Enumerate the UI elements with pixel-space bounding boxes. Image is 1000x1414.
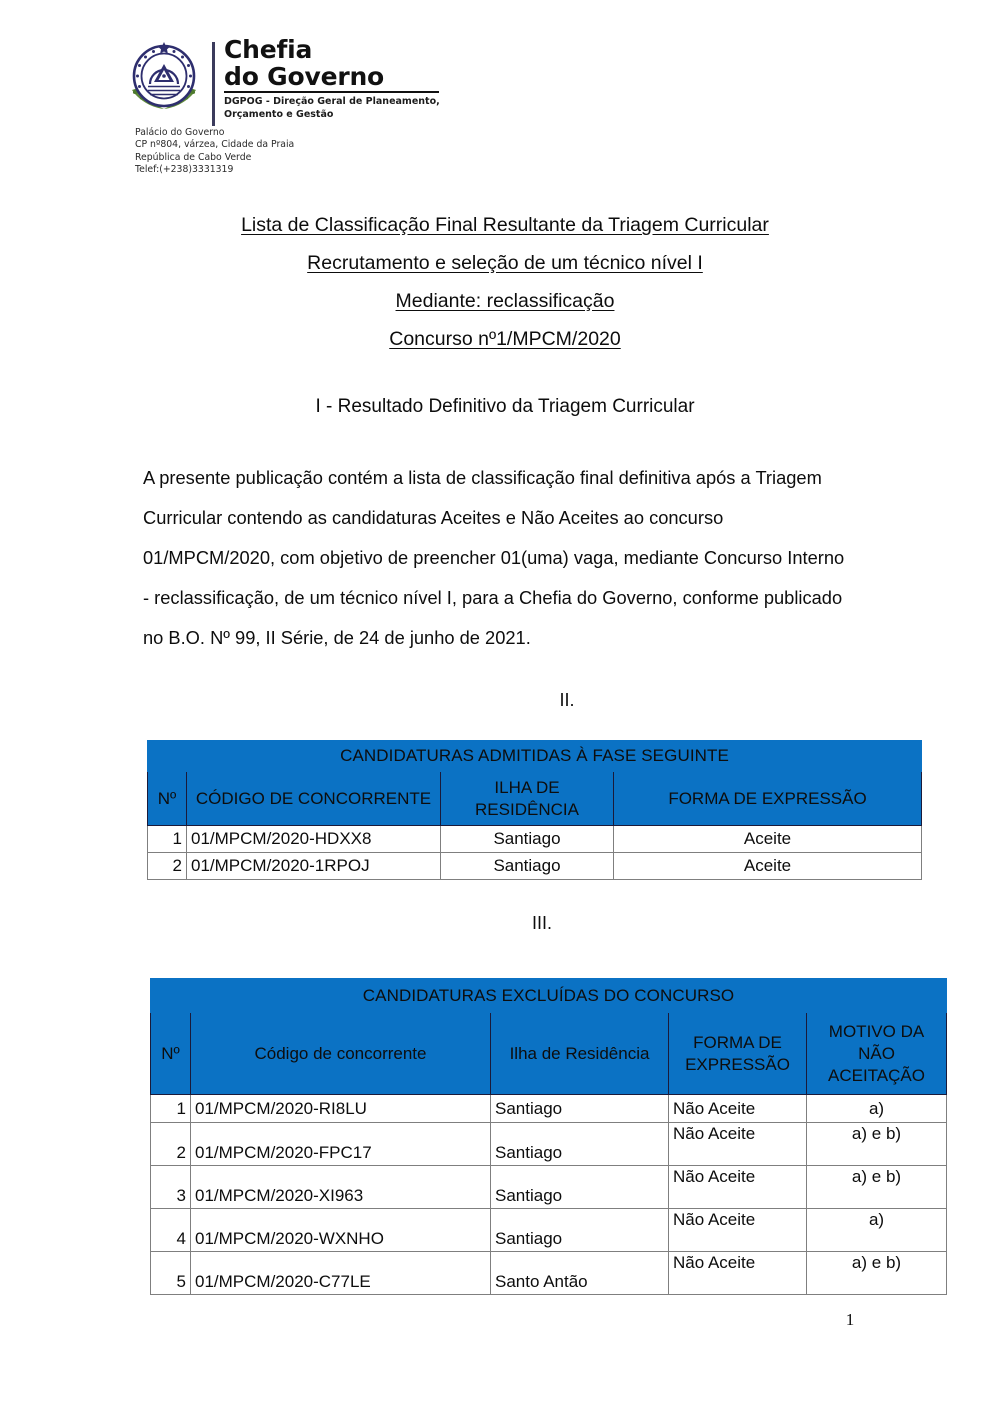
- doc-title-text: Recrutamento e seleção de um técnico nível I: [307, 252, 703, 274]
- column-header-form: FORMA DE EXPRESSÃO: [614, 772, 922, 826]
- cell-code: 01/MPCM/2020-XI963: [191, 1166, 491, 1209]
- cell-island: Santiago: [491, 1166, 669, 1209]
- column-header-island-line2: RESIDÊNCIA: [475, 799, 579, 819]
- page-number: 1: [845, 1310, 855, 1329]
- table-row: [151, 1209, 947, 1252]
- paragraph-line: 01/MPCM/2020, com objetivo de preencher 01(uma) vaga, mediante Concurso Interno: [143, 547, 845, 568]
- cell-reason: a): [807, 1095, 947, 1123]
- cell-form: Não Aceite: [669, 1252, 807, 1295]
- cell-island: Santiago: [491, 1095, 669, 1123]
- column-header-reason: [807, 1013, 947, 1095]
- doc-title-text: Mediante: reclassificação: [395, 290, 615, 312]
- doc-title-text: Concurso nº1/MPCM/2020: [389, 328, 621, 350]
- column-header-island: [441, 772, 614, 826]
- cell-code: 01/MPCM/2020-HDXX8: [187, 826, 441, 853]
- cell-island: Santo Antão: [491, 1252, 669, 1295]
- table-row: [151, 1095, 947, 1123]
- cell-reason: a) e b): [807, 1123, 947, 1166]
- letterhead: [126, 36, 546, 186]
- document-title-block: [140, 206, 870, 358]
- address-line: Telef:(+238)3331319: [135, 164, 234, 176]
- address-line: Palácio do Governo: [135, 127, 225, 138]
- column-header-reason-line2: NÃO: [858, 1043, 895, 1063]
- cell-num: 5: [151, 1252, 191, 1295]
- column-header-island-line1: ILHA DE: [494, 777, 560, 797]
- column-header-code: Código de concorrente: [191, 1013, 491, 1095]
- column-header-reason-line3: ACEITAÇÃO: [828, 1065, 925, 1085]
- table-candidaturas-excluidas: [150, 978, 947, 1295]
- cell-code: 01/MPCM/2020-FPC17: [191, 1123, 491, 1166]
- brand-divider: [212, 42, 215, 126]
- cell-num: 3: [151, 1166, 191, 1209]
- table-banner-excluded: CANDIDATURAS EXCLUÍDAS DO CONCURSO: [151, 979, 947, 1013]
- paragraph-line: - reclassificação, de um técnico nível I, para a Chefia do Governo, conforme publicado: [143, 587, 843, 608]
- section-heading: I - Resultado Definitivo da Triagem Curricular: [315, 396, 695, 417]
- cell-form: Não Aceite: [669, 1095, 807, 1123]
- cell-num: 2: [151, 1123, 191, 1166]
- cell-form: Não Aceite: [669, 1123, 807, 1166]
- cell-code: 01/MPCM/2020-WXNHO: [191, 1209, 491, 1252]
- paragraph-line: no B.O. Nº 99, II Série, de 24 de junho de 2021.: [143, 627, 531, 648]
- table-row: [151, 1166, 947, 1209]
- cell-form: Não Aceite: [669, 1166, 807, 1209]
- paragraph-line: Curricular contendo as candidaturas Aceites e Não Aceites ao concurso: [143, 507, 724, 528]
- cell-num: 4: [151, 1209, 191, 1252]
- cell-reason: a) e b): [807, 1166, 947, 1209]
- table-candidaturas-admitidas: [147, 740, 922, 880]
- column-header-form-line1: FORMA DE: [693, 1032, 782, 1052]
- table-banner-admitted: CANDIDATURAS ADMITIDAS À FASE SEGUINTE: [148, 741, 922, 772]
- table-row: [148, 826, 922, 853]
- doc-title-text: Lista de Classificação Final Resultante da Triagem Curricular: [241, 214, 769, 236]
- table-row: [151, 1252, 947, 1295]
- brand-line-do-governo: do Governo: [224, 62, 385, 91]
- doc-title-line: [140, 244, 870, 282]
- cape-verde-coat-of-arms-icon: [126, 40, 202, 116]
- address-line: República de Cabo Verde: [135, 151, 252, 163]
- brand-subtitle-line-1: DGPOG - Direção Geral de Planeamento,: [224, 96, 440, 107]
- cell-island: Santiago: [441, 853, 614, 880]
- cell-island: Santiago: [491, 1123, 669, 1166]
- table-header-row: [148, 772, 922, 826]
- cell-island: Santiago: [441, 826, 614, 853]
- cell-num: 2: [148, 853, 187, 880]
- table-banner-row: [151, 979, 947, 1013]
- column-header-num: Nº: [151, 1013, 191, 1095]
- cell-island: Santiago: [491, 1209, 669, 1252]
- column-header-island: Ilha de Residência: [491, 1013, 669, 1095]
- body-paragraph: [143, 458, 866, 658]
- cell-form: Não Aceite: [669, 1209, 807, 1252]
- table-row: [151, 1123, 947, 1166]
- brand-block: [224, 36, 544, 121]
- cell-num: 1: [148, 826, 187, 853]
- column-header-form-line2: EXPRESSÃO: [685, 1054, 790, 1074]
- address-line: CP nº804, várzea, Cidade da Praia: [135, 139, 295, 151]
- cell-num: 1: [151, 1095, 191, 1123]
- brand-subtitle-line-2: Orçamento e Gestão: [224, 108, 334, 120]
- cell-code: 01/MPCM/2020-C77LE: [191, 1252, 491, 1295]
- doc-title-line: [140, 282, 870, 320]
- table-row: [148, 853, 922, 880]
- column-header-reason-line1: MOTIVO DA: [828, 1021, 925, 1041]
- brand-rule: [224, 91, 439, 93]
- table-banner-row: [148, 741, 922, 772]
- cell-code: 01/MPCM/2020-RI8LU: [191, 1095, 491, 1123]
- cell-code: 01/MPCM/2020-1RPOJ: [187, 853, 441, 880]
- cell-form: Aceite: [614, 853, 922, 880]
- doc-title-line: [140, 206, 870, 244]
- paragraph-line: A presente publicação contém a lista de classificação final definitiva após a Triagem: [143, 467, 822, 488]
- brand-line-chefia: Chefia: [224, 35, 313, 64]
- address-block: [135, 127, 465, 177]
- cell-form: Aceite: [614, 826, 922, 853]
- column-header-form: [669, 1013, 807, 1095]
- column-header-code: CÓDIGO DE CONCORRENTE: [187, 772, 441, 826]
- doc-title-line: [140, 320, 870, 358]
- section-marker-ii: II.: [559, 690, 575, 710]
- section-marker-iii: III.: [531, 913, 552, 933]
- table-header-row: [151, 1013, 947, 1095]
- column-header-num: Nº: [148, 772, 187, 826]
- cell-reason: a): [807, 1209, 947, 1252]
- cell-reason: a) e b): [807, 1252, 947, 1295]
